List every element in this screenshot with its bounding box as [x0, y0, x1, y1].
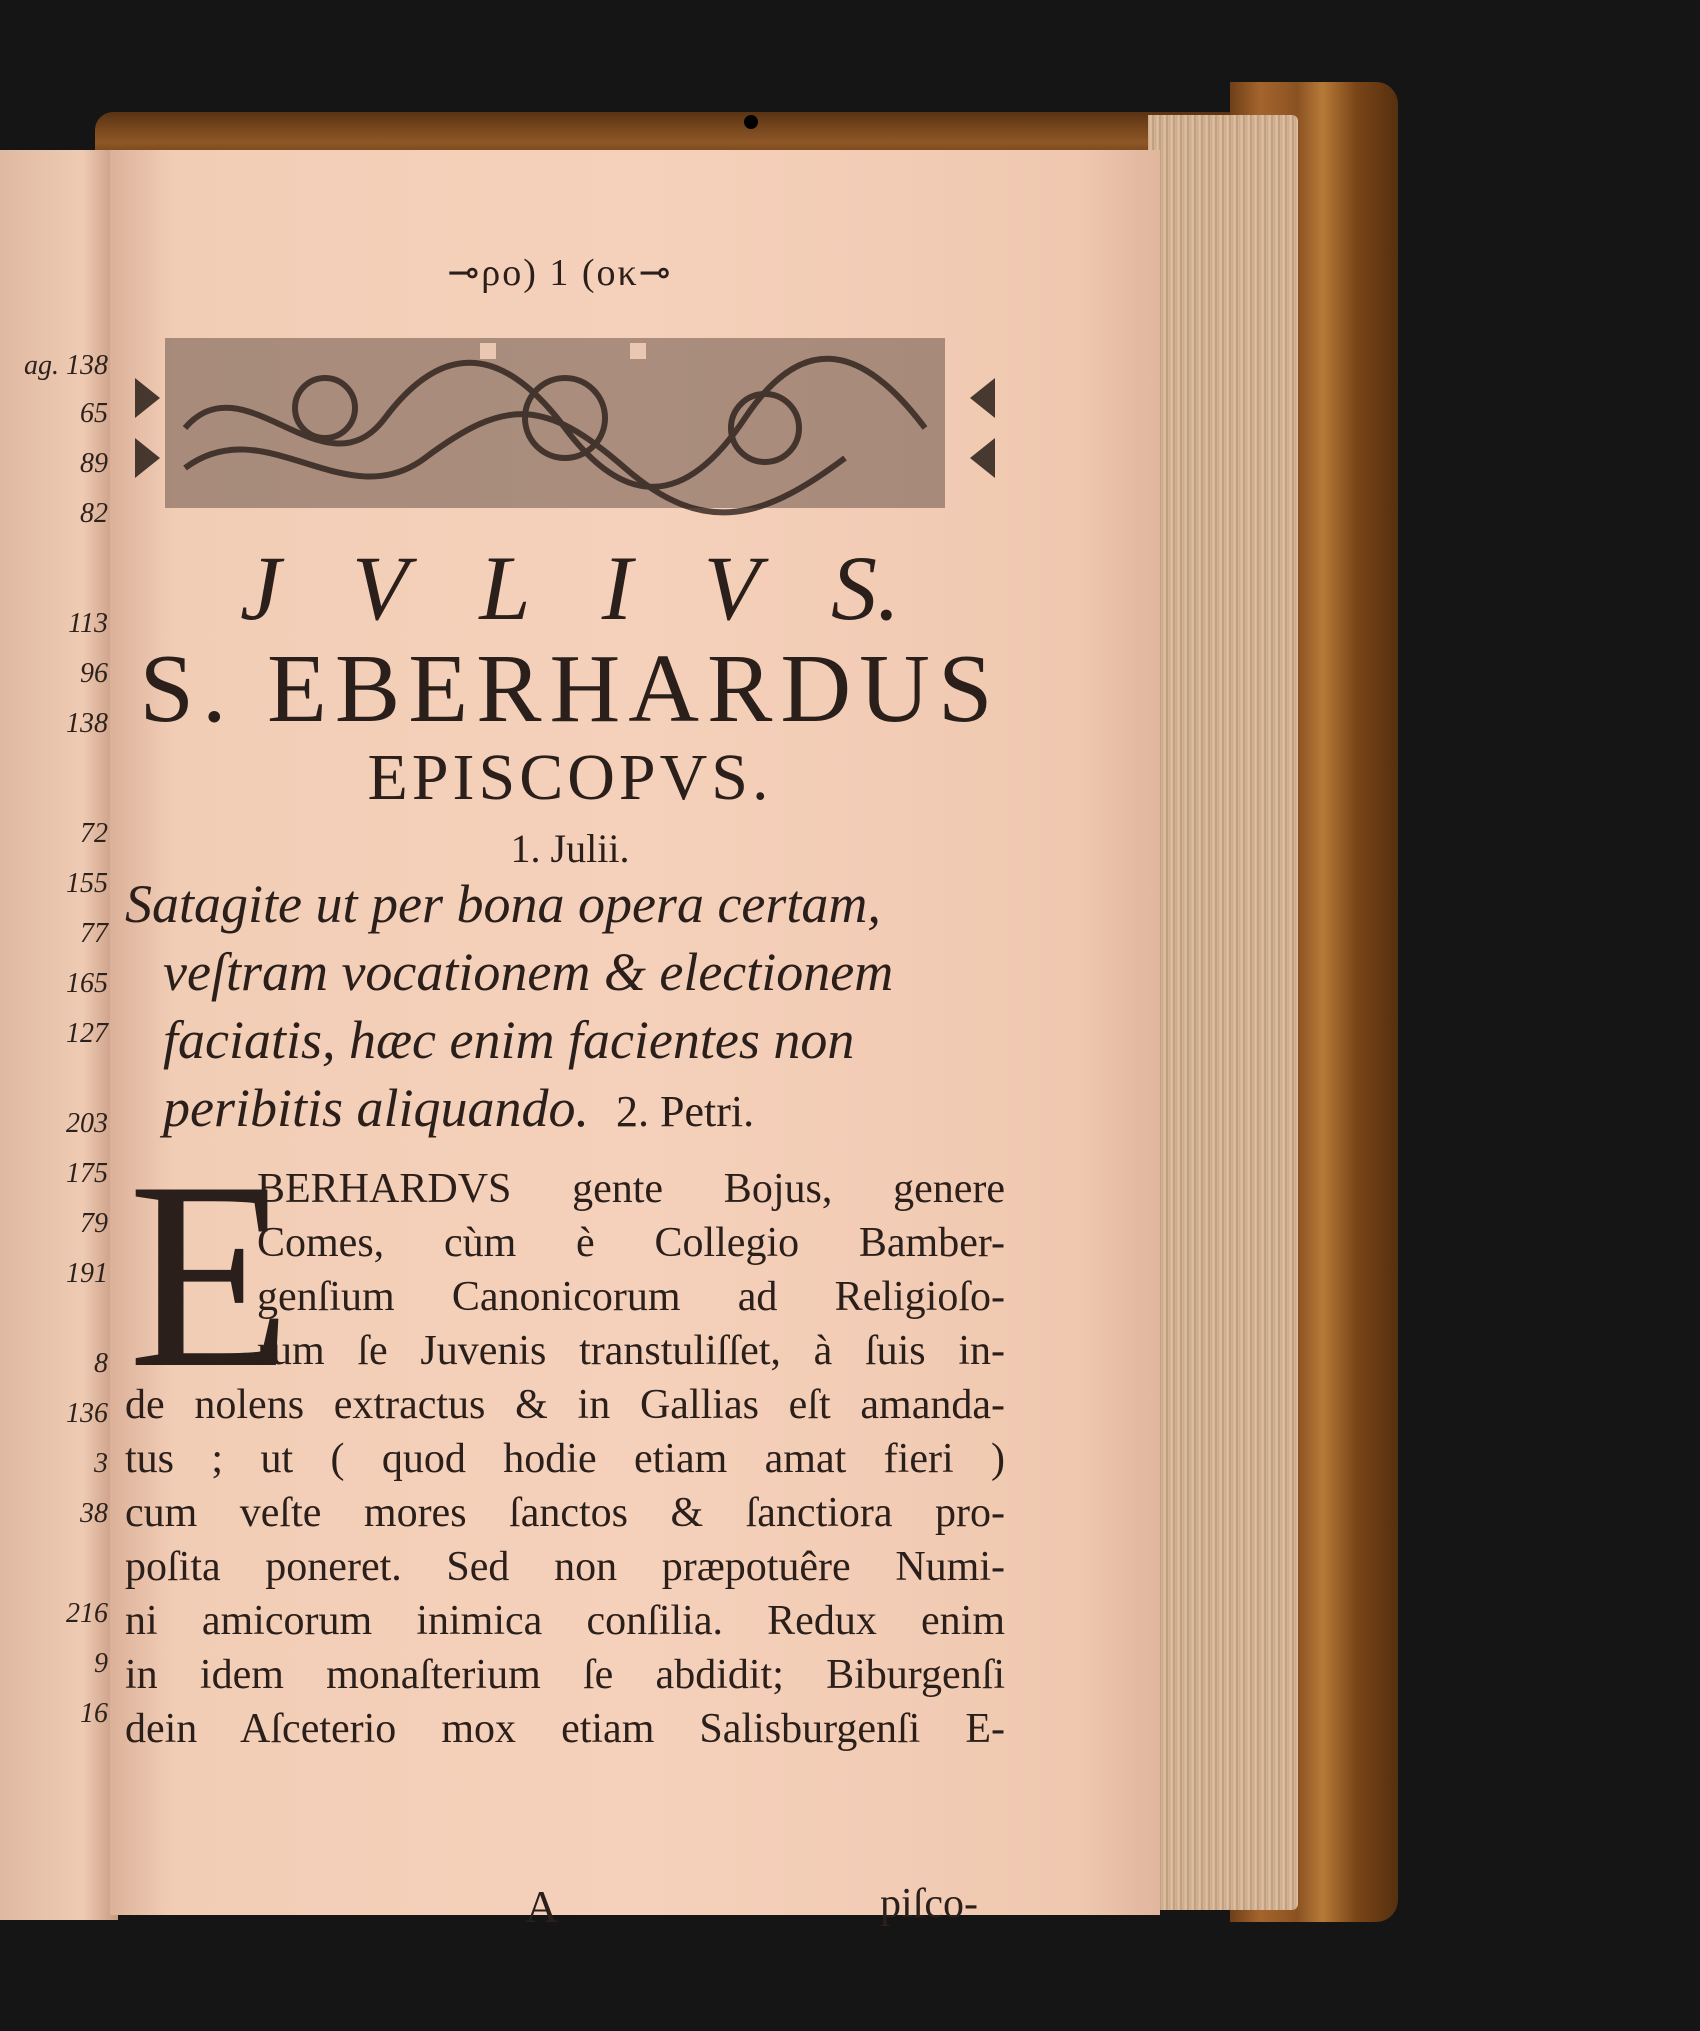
body-line: BERHARDVS gente Bojus, genere	[257, 1166, 1005, 1212]
left-page-number: 16	[80, 1698, 108, 1729]
body-line: genſium Canonicorum ad Religioſo-	[257, 1274, 1005, 1320]
running-title-letter: V	[703, 537, 760, 639]
left-page-number: 77	[80, 918, 108, 949]
left-page-number: 165	[66, 968, 108, 999]
scripture-quote	[125, 870, 1005, 1146]
quote-reference: 2. Petri.	[616, 1087, 755, 1136]
left-page-number: 9	[94, 1648, 108, 1679]
left-page-number: 65	[80, 398, 108, 429]
body-line: in idem monaſterium ſe abdidit; Biburgenſi	[125, 1652, 1005, 1698]
left-page-number: 72	[80, 818, 108, 849]
quote-line: faciatis, hæc enim facientes non	[163, 1010, 855, 1070]
left-page-number: 136	[66, 1398, 108, 1429]
body-line: Comes, cùm è Collegio Bamber-	[257, 1220, 1005, 1266]
quote-line: Satagite ut per bona opera certam,	[125, 874, 881, 934]
page-fore-edge	[1148, 115, 1298, 1910]
body-line: de nolens extractus & in Gallias eſt amanda-	[125, 1382, 1005, 1428]
body-text	[125, 1126, 1005, 1756]
drop-cap: E	[128, 1126, 292, 1423]
catchword: piſco-	[880, 1881, 978, 1927]
left-page-number: 79	[80, 1208, 108, 1239]
ornament-banner	[125, 318, 1005, 533]
left-page-number: 113	[68, 608, 108, 639]
left-page-number: 138	[66, 708, 108, 739]
left-page-number: 155	[66, 868, 108, 899]
running-title	[240, 535, 900, 641]
left-page-number: 3	[94, 1448, 108, 1479]
running-title-letter: I	[601, 537, 633, 639]
title-sub: EPISCOPVS.	[367, 741, 773, 814]
quote-line-text: peribitis aliquando.	[163, 1078, 590, 1138]
left-page-number: 96	[80, 658, 108, 689]
feast-date: 1. Julii.	[510, 826, 630, 871]
left-page-number: 89	[80, 448, 108, 479]
left-page-number: 216	[66, 1598, 108, 1629]
body-line: ni amicorum inimica conſilia. Redux enim	[125, 1598, 1005, 1644]
signature-mark: A	[525, 1881, 559, 1932]
running-title-letter: J	[240, 537, 281, 639]
left-page-number: 8	[94, 1348, 108, 1379]
body-line: tus ; ut ( quod hodie etiam amat fieri )	[125, 1436, 1005, 1482]
body-line: dein Aſceterio mox etiam Salisburgenſi E-	[125, 1706, 1005, 1752]
left-page-number: 203	[66, 1108, 108, 1139]
left-page-number: 127	[66, 1018, 108, 1049]
body-line: poſita poneret. Sed non præpotuêre Numi-	[125, 1544, 1005, 1590]
binding-hole	[744, 115, 758, 129]
left-page-number: 191	[66, 1258, 108, 1289]
body-line: rum ſe Juvenis transtuliſſet, à ſuis in-	[257, 1328, 1005, 1374]
title-main: S. EBERHARDUS	[139, 635, 1001, 743]
left-page-number: 82	[80, 498, 108, 529]
left-page-number: 38	[80, 1498, 108, 1529]
running-title-letter: L	[479, 537, 531, 639]
left-page-number: 175	[66, 1158, 108, 1189]
left-page-number: ag. 138	[24, 350, 108, 381]
body-line: cum veſte mores ſanctos & ſanctiora pro-	[125, 1490, 1005, 1536]
quote-line: veſtram vocationem & electionem	[163, 942, 894, 1002]
page-header: ⊸ρο) 1 (οκ⊸	[447, 252, 673, 294]
running-title-letter: S.	[831, 537, 900, 639]
running-title-letter: V	[352, 537, 409, 639]
